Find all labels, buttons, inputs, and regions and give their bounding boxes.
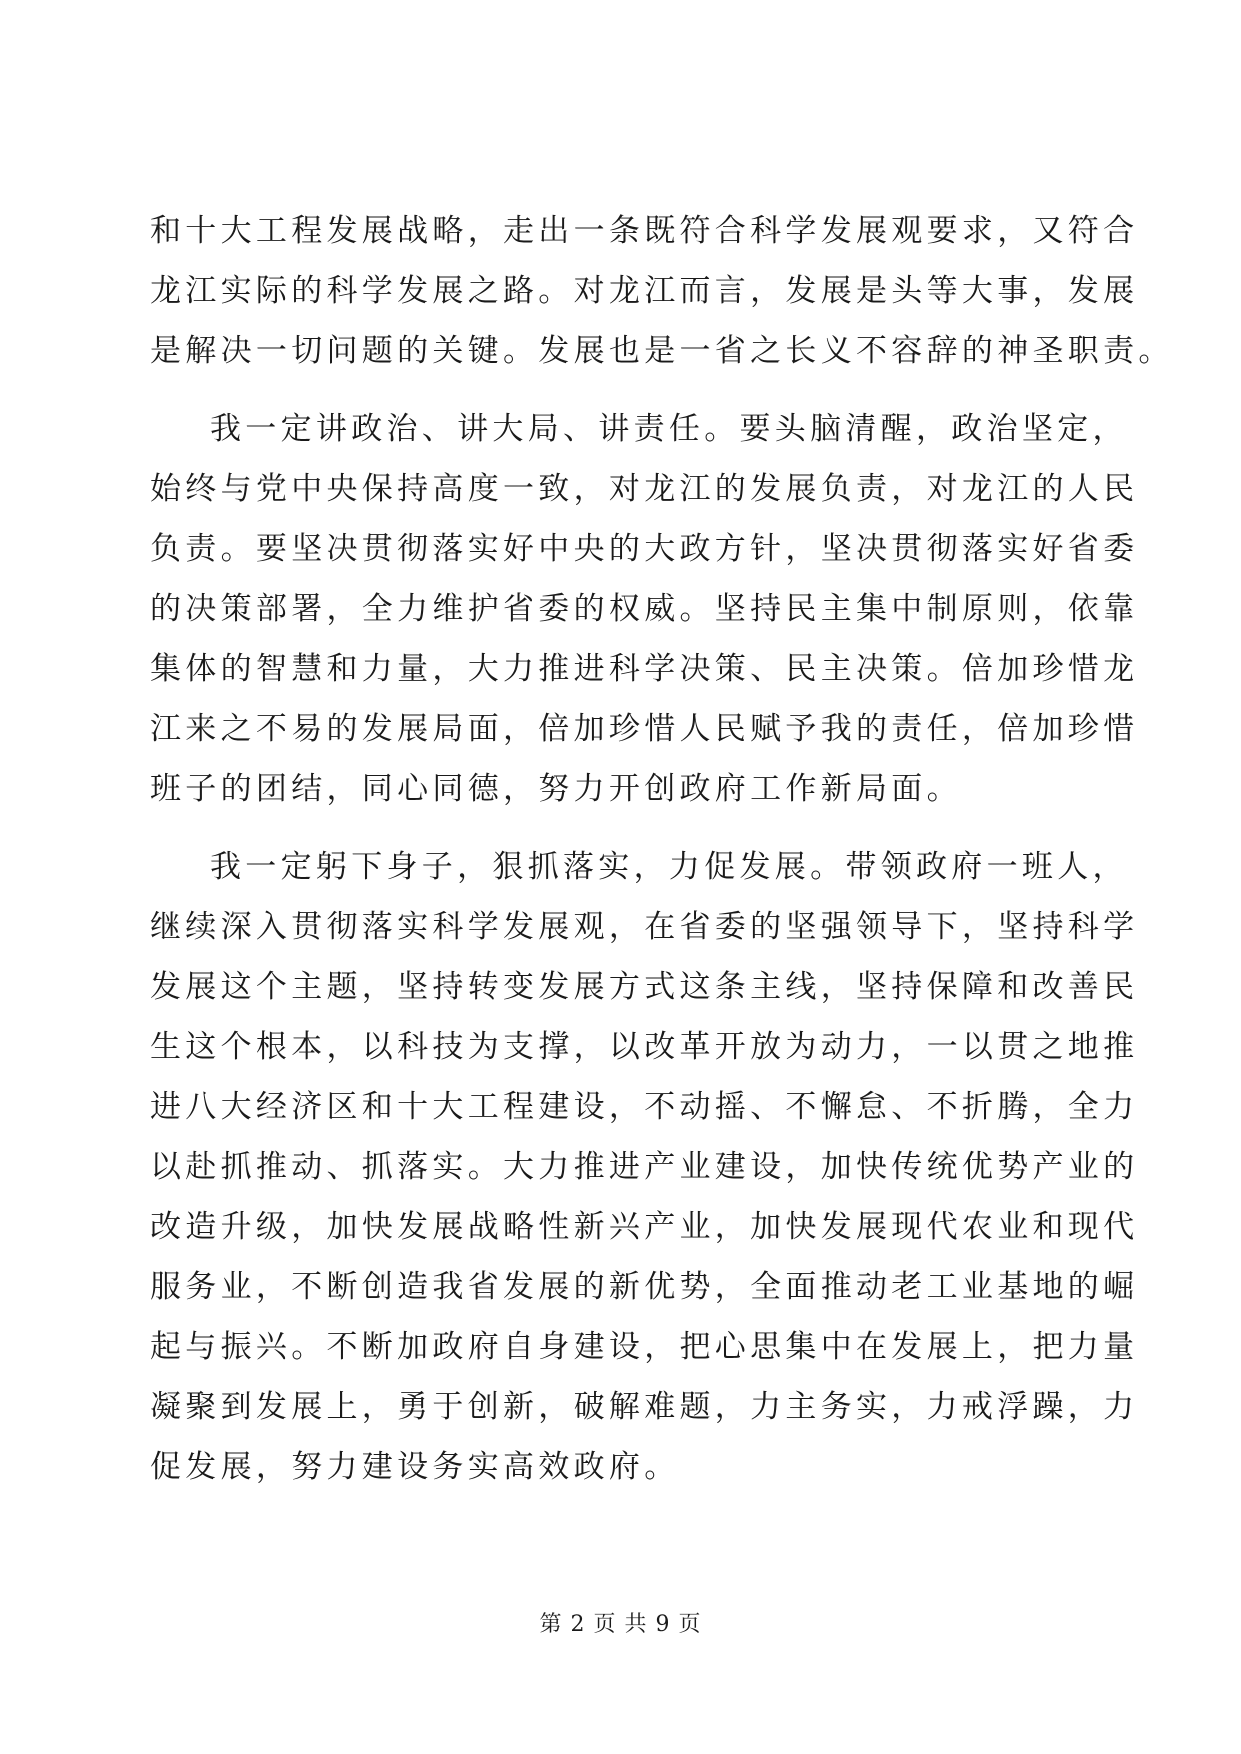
text-line: 凝聚到发展上，勇于创新，破解难题，力主务实，力戒浮躁，力 <box>150 1389 1139 1425</box>
text-line: 以赴抓推动、抓落实。大力推进产业建设，加快传统优势产业的 <box>150 1149 1139 1185</box>
text-line: 班子的团结，同心同德，努力开创政府工作新局面。 <box>150 771 962 807</box>
text-line: 和十大工程发展战略，走出一条既符合科学发展观要求，又符合 <box>150 213 1139 249</box>
paragraph-first-line: 我一定躬下身子，狠抓落实，力促发展。带领政府一班人， <box>210 849 1128 885</box>
paragraph-first-line: 我一定讲政治、讲大局、讲责任。要头脑清醒，政治坚定， <box>210 411 1128 447</box>
text-line: 龙江实际的科学发展之路。对龙江而言，发展是头等大事，发展 <box>150 273 1139 309</box>
text-line: 改造升级，加快发展战略性新兴产业，加快发展现代农业和现代 <box>150 1209 1139 1245</box>
text-line: 发展这个主题，坚持转变发展方式这条主线，坚持保障和改善民 <box>150 969 1139 1005</box>
text-line: 始终与党中央保持高度一致，对龙江的发展负责，对龙江的人民 <box>150 471 1139 507</box>
text-line: 起与振兴。不断加政府自身建设，把心思集中在发展上，把力量 <box>150 1329 1139 1365</box>
text-line: 集体的智慧和力量，大力推进科学决策、民主决策。倍加珍惜龙 <box>150 651 1139 687</box>
text-line: 生这个根本，以科技为支撑，以改革开放为动力，一以贯之地推 <box>150 1029 1139 1065</box>
text-line: 负责。要坚决贯彻落实好中央的大政方针，坚决贯彻落实好省委 <box>150 531 1139 567</box>
text-line: 继续深入贯彻落实科学发展观，在省委的坚强领导下，坚持科学 <box>150 909 1139 945</box>
page-number-footer: 第 2 页 共 9 页 <box>539 1612 702 1637</box>
text-line: 江来之不易的发展局面，倍加珍惜人民赋予我的责任，倍加珍惜 <box>150 711 1139 747</box>
text-line: 进八大经济区和十大工程建设，不动摇、不懈怠、不折腾，全力 <box>150 1089 1139 1125</box>
text-line: 服务业，不断创造我省发展的新优势，全面推动老工业基地的崛 <box>150 1269 1139 1305</box>
text-line: 是解决一切问题的关键。发展也是一省之长义不容辞的神圣职责。 <box>150 333 1174 369</box>
text-line: 促发展，努力建设务实高效政府。 <box>150 1449 680 1485</box>
text-line: 的决策部署，全力维护省委的权威。坚持民主集中制原则，依靠 <box>150 591 1139 627</box>
